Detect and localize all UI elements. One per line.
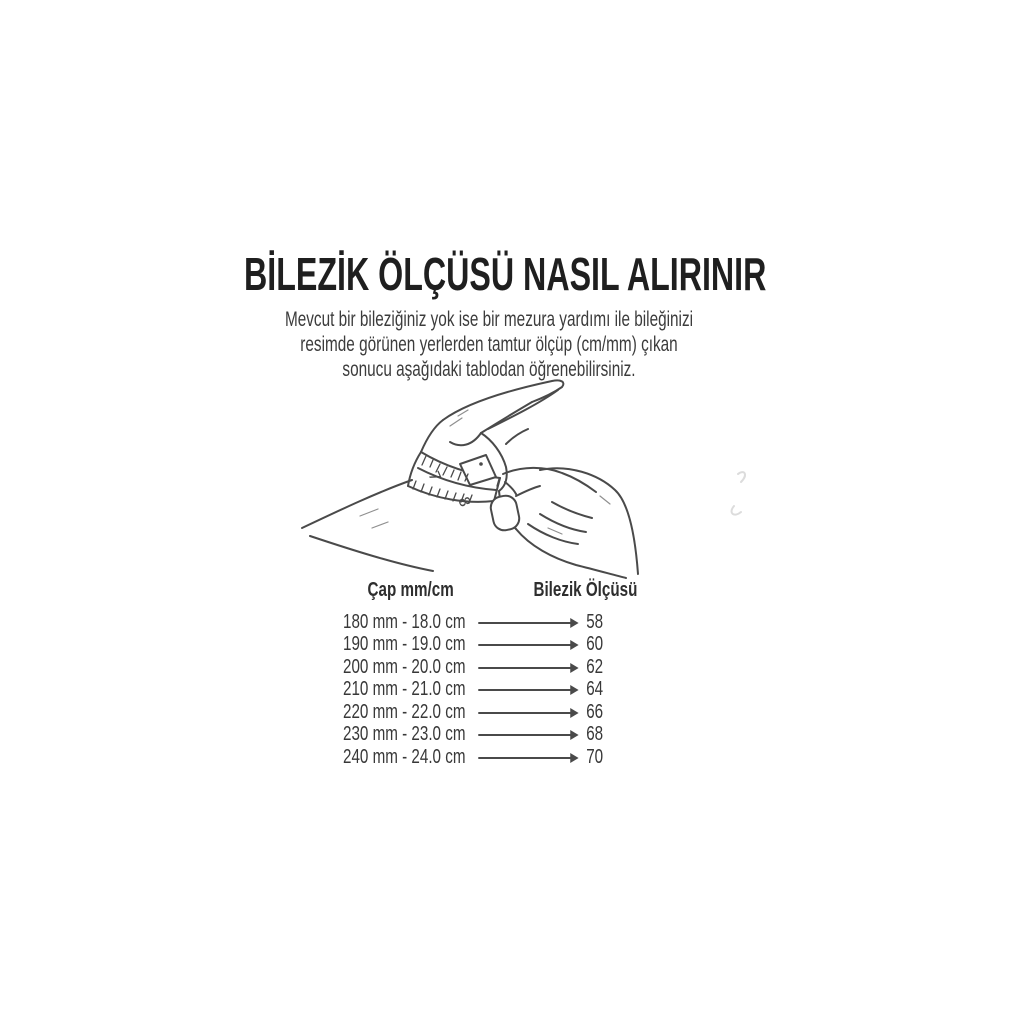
forearm-upper-line: [302, 480, 412, 528]
arrow-right-icon: [478, 622, 577, 624]
arrow-right-icon: [478, 734, 577, 736]
size-cell: 68: [586, 723, 604, 746]
size-table: [343, 579, 670, 769]
tape-end-hole: [479, 462, 483, 466]
size-table-header: [343, 579, 670, 602]
size-cell: 70: [586, 745, 604, 768]
size-table-rows: [343, 611, 670, 769]
diameter-cell: 240 mm - 24.0 cm: [343, 745, 466, 768]
diameter-cell: 230 mm - 23.0 cm: [343, 723, 466, 746]
page-title: BİLEZİK ÖLÇÜSÜ NASIL ALIRINIR: [244, 248, 767, 300]
measurer-finger-fold-3: [552, 502, 592, 518]
arrow-right-icon: [478, 712, 577, 714]
measurer-thumb-top: [516, 486, 540, 496]
thumb-web-line: [450, 433, 481, 445]
diameter-cell: 220 mm - 22.0 cm: [343, 700, 466, 723]
size-table-row: [343, 701, 670, 724]
size-table-row: [343, 634, 670, 657]
column-header-size: Bilezik Ölçüsü: [533, 579, 638, 601]
hand-back-line: [421, 420, 443, 452]
size-cell: 62: [586, 655, 604, 678]
pinch-detail-line: [505, 482, 516, 494]
instructions-line-3: sonucu aşağıdaki tablodan öğrenebilirsiniz.: [342, 358, 636, 381]
instructions-text: [248, 307, 730, 382]
size-table-row: [343, 679, 670, 702]
measurer-hand-bottom: [516, 529, 626, 578]
arrow-right-icon: [478, 644, 577, 646]
instructions-line-1: Mevcut bir bileziğiniz yok ise bir mezura yardımı ile bileğinizi: [284, 308, 694, 331]
faint-stray-marks: [732, 472, 745, 515]
diameter-cell: 190 mm - 19.0 cm: [343, 633, 466, 656]
measurer-finger-fold-2: [540, 514, 586, 532]
instructions-line-2: resimde görünen yerlerden tamtur ölçüp (cm/mm) çıkan: [300, 333, 678, 356]
size-table-row: [343, 746, 670, 769]
knuckle-detail-line: [506, 429, 528, 444]
tape-number-7: 7: [424, 468, 445, 485]
arrow-right-icon: [478, 667, 577, 669]
tape-number-8: 8: [454, 494, 475, 510]
column-header-diameter: Çap mm/cm: [367, 579, 454, 601]
size-table-row: [343, 724, 670, 747]
measurer-finger-fold-1: [528, 524, 578, 544]
measurer-thumbnail: [489, 494, 522, 533]
diameter-cell: 180 mm - 18.0 cm: [343, 610, 466, 633]
wrist-tape-measure-illustration: [300, 378, 760, 580]
finger-inner-line: [488, 390, 558, 429]
size-table-row: [343, 656, 670, 679]
size-cell: 64: [586, 678, 604, 701]
size-cell: 60: [586, 633, 604, 656]
arrow-right-icon: [478, 689, 577, 691]
size-cell: 66: [586, 700, 604, 723]
diameter-cell: 210 mm - 21.0 cm: [343, 678, 466, 701]
arrow-right-icon: [478, 757, 577, 759]
forearm-lower-line: [310, 536, 433, 571]
size-cell: 58: [586, 610, 604, 633]
diameter-cell: 200 mm - 20.0 cm: [343, 655, 466, 678]
size-table-row: [343, 611, 670, 634]
